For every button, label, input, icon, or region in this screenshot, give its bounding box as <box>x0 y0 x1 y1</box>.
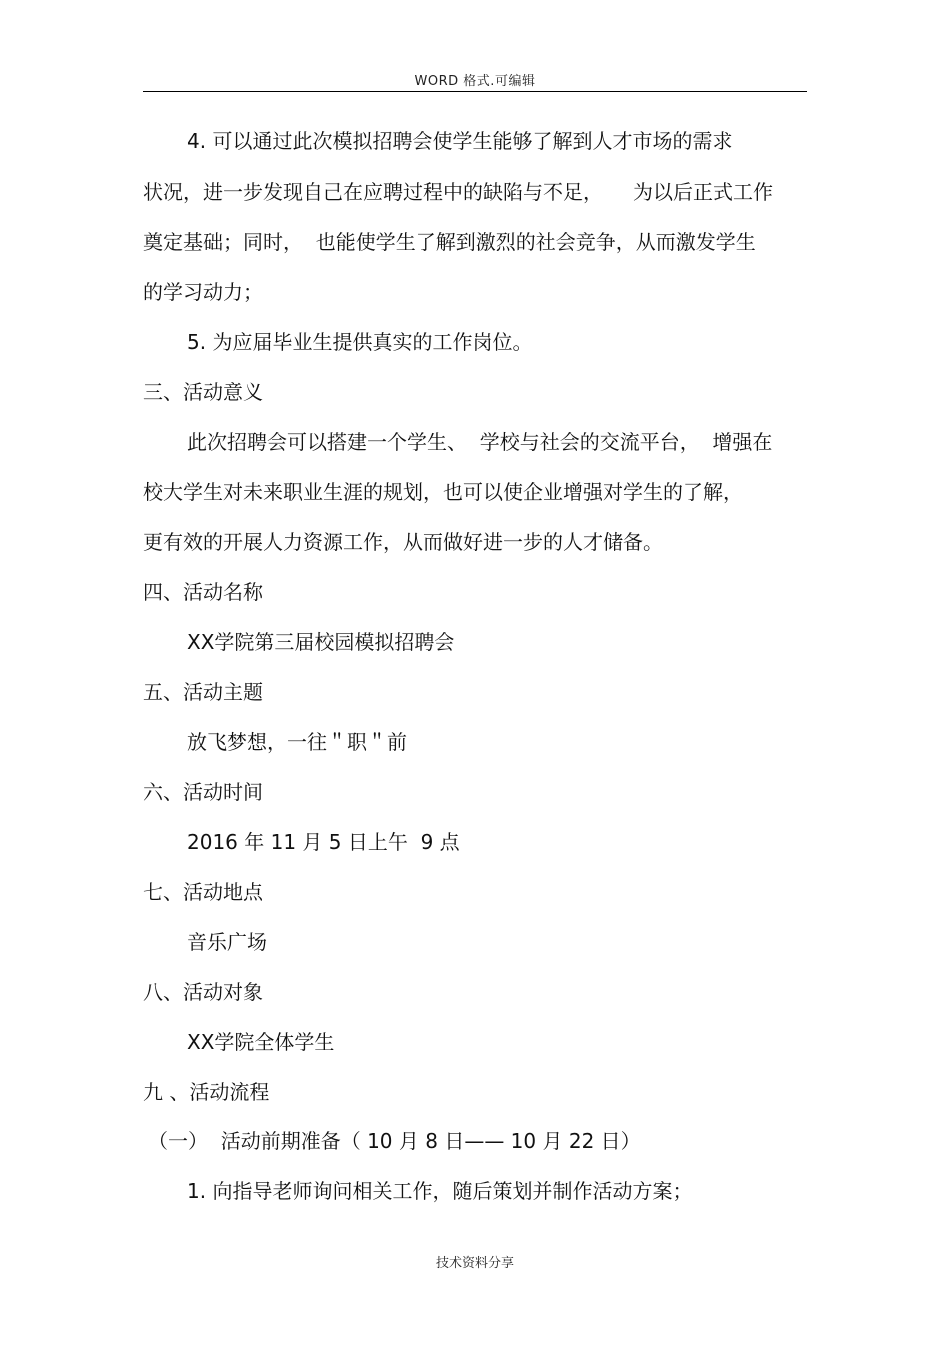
section-heading-5: 五、活动主题 <box>143 680 263 704</box>
page-header: WORD 格式.可编辑 <box>414 74 536 89</box>
activity-theme: 放飞梦想，一往＂职＂前 <box>187 730 407 754</box>
body-line-1: 4. 可以通过此次模拟招聘会使学生能够了解到人才市场的需求 <box>187 129 733 153</box>
section-heading-7: 七、活动地点 <box>143 880 263 904</box>
subsection-heading-1: （一） 活动前期准备（ 10 月 8 日—— 10 月 22 日） <box>148 1129 641 1153</box>
activity-name: XX学院第三届校园模拟招聘会 <box>187 630 455 654</box>
body-line-8: 校大学生对未来职业生涯的规划，也可以使企业增强对学生的了解， <box>143 480 743 504</box>
page-footer: 技术资料分享 <box>435 1256 514 1271</box>
body-line-5: 5. 为应届毕业生提供真实的工作岗位。 <box>187 330 533 354</box>
activity-location: 音乐广场 <box>187 930 267 954</box>
body-line-3: 奠定基础；同时， 也能使学生了解到激烈的社会竞争，从而激发学生 <box>143 230 756 254</box>
section-heading-3: 三、活动意义 <box>143 380 263 404</box>
activity-audience: XX学院全体学生 <box>187 1030 335 1054</box>
section-heading-8: 八、活动对象 <box>143 980 263 1004</box>
section-heading-9: 九 、活动流程 <box>143 1080 270 1104</box>
section-heading-4: 四、活动名称 <box>143 580 263 604</box>
activity-time: 2016 年 11 月 5 日上午 9 点 <box>187 830 460 854</box>
body-line-9: 更有效的开展人力资源工作，从而做好进一步的人才储备。 <box>143 530 663 554</box>
body-line-7: 此次招聘会可以搭建一个学生、 学校与社会的交流平台， 增强在 <box>187 430 773 454</box>
body-line-4: 的学习动力； <box>143 280 263 304</box>
section-heading-6: 六、活动时间 <box>143 780 263 804</box>
body-line-2: 状况，进一步发现自己在应聘过程中的缺陷与不足， 为以后正式工作 <box>143 180 773 204</box>
header-divider <box>143 91 807 92</box>
body-line-22: 1. 向指导老师询问相关工作，随后策划并制作活动方案； <box>187 1179 693 1203</box>
